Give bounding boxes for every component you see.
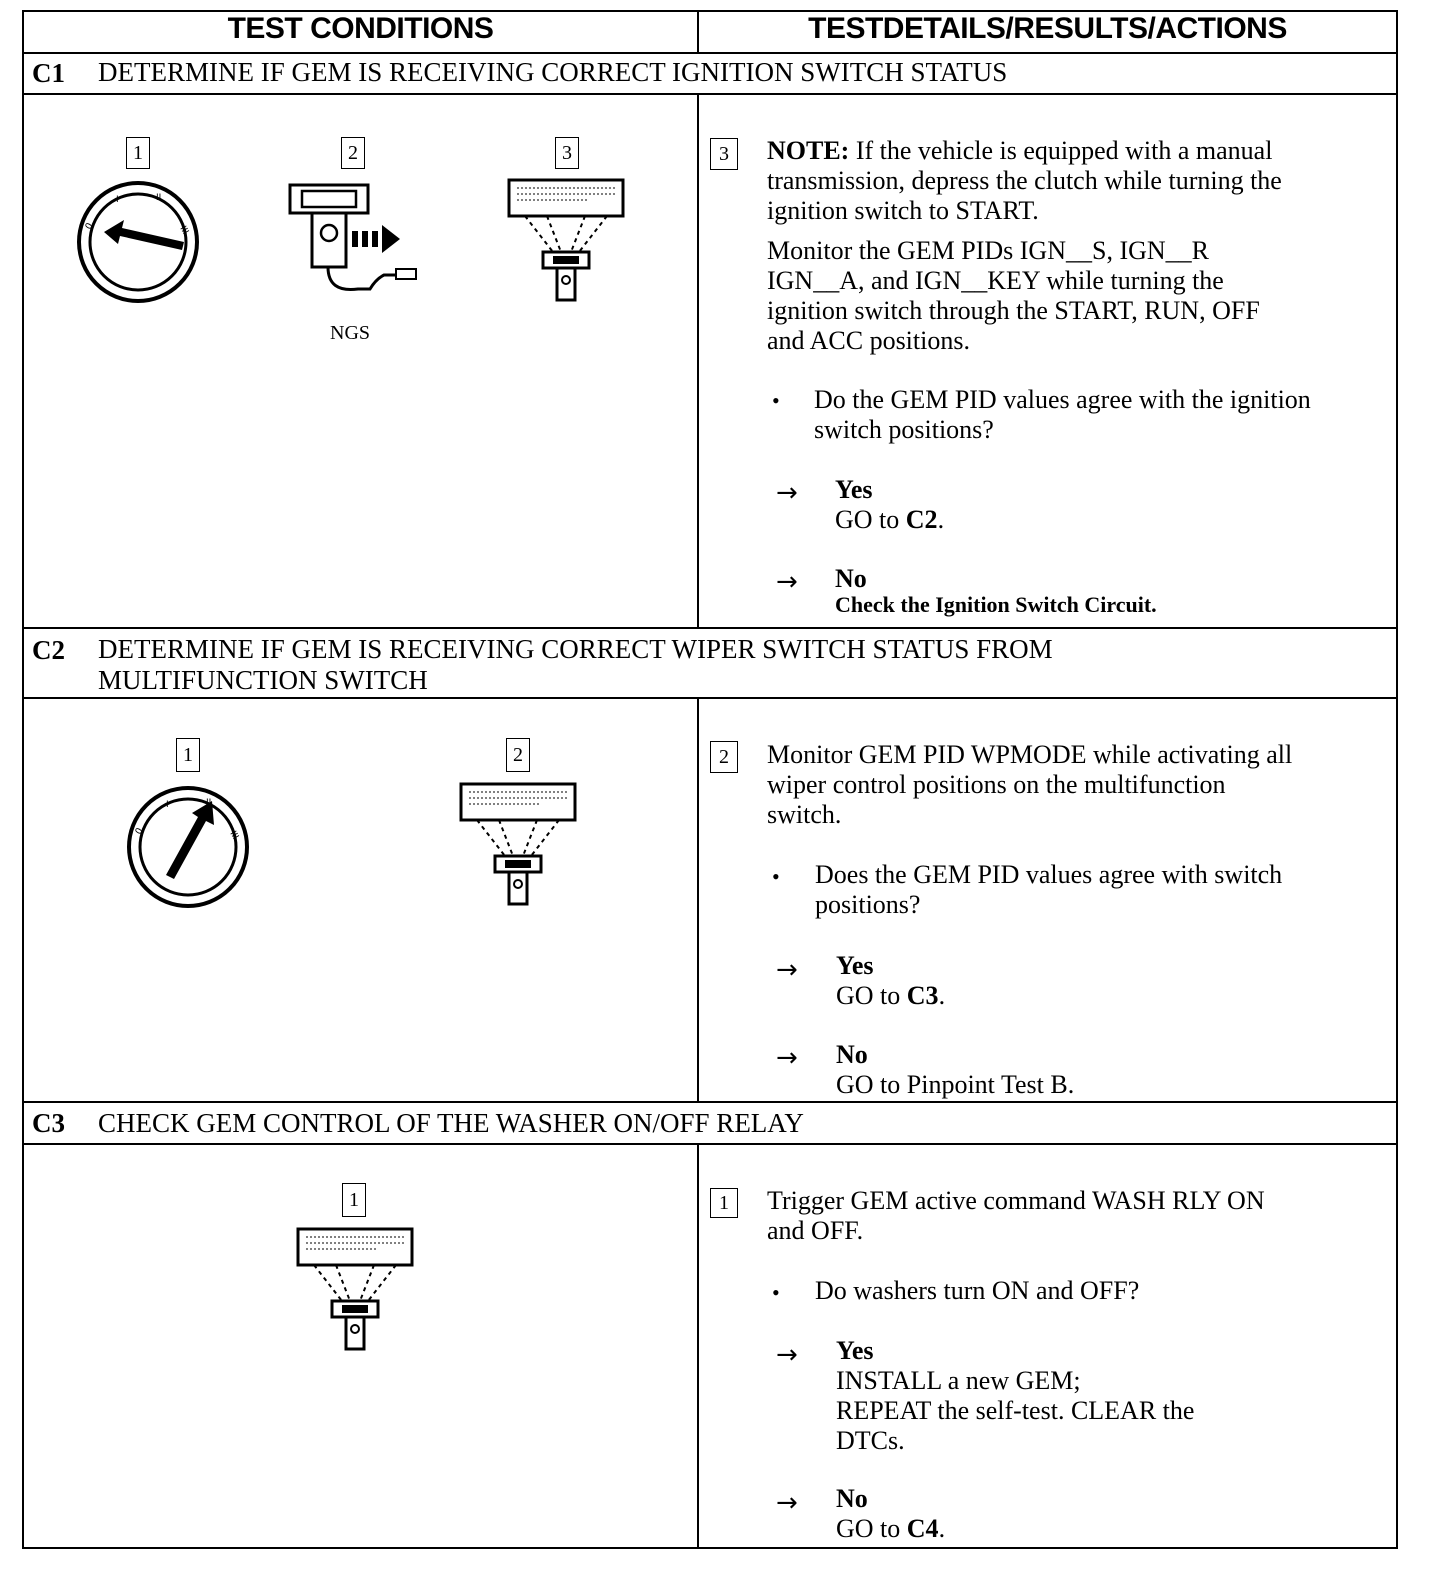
no-action: GO to Pinpoint Test B.: [836, 1070, 1075, 1099]
yes-line-3: DTCs.: [836, 1426, 905, 1455]
svg-text:I: I: [116, 195, 119, 205]
scan-tool-icon: [507, 178, 625, 302]
svg-text:II: II: [206, 798, 212, 808]
step-box-1: 1: [342, 1183, 366, 1217]
arrow-icon: →: [776, 1043, 798, 1073]
monitor-line-3: switch.: [767, 800, 842, 829]
ignition-switch-icon: [76, 180, 200, 304]
svg-text:I: I: [166, 800, 169, 810]
no-label: No: [835, 564, 867, 593]
yes-label: Yes: [836, 951, 874, 980]
svg-text:0: 0: [83, 221, 96, 232]
monitor-line-2: wiper control positions on the multifunction: [767, 770, 1226, 799]
section-id: C3: [32, 1108, 65, 1138]
yes-line-2: REPEAT the self-test. CLEAR the: [836, 1396, 1195, 1425]
arrow-icon: →: [776, 955, 798, 985]
scan-tool-icon: [296, 1227, 414, 1351]
section-title: DETERMINE IF GEM IS RECEIVING CORRECT IGNITION SWITCH STATUS: [98, 57, 1008, 87]
scan-tool-icon: [459, 782, 577, 906]
step-box-2: 2: [341, 137, 365, 169]
question: Do washers turn ON and OFF?: [815, 1276, 1140, 1305]
arrow-icon: →: [776, 1340, 798, 1370]
question-line-1: Does the GEM PID values agree with switch: [815, 860, 1283, 889]
no-action: Check the Ignition Switch Circuit.: [835, 592, 1157, 617]
section-title: CHECK GEM CONTROL OF THE WASHER ON/OFF RELAY: [98, 1108, 804, 1138]
step-box-1: 1: [176, 738, 200, 772]
detail-step-box: 3: [710, 138, 738, 170]
monitor-line-2: IGN__A, and IGN__KEY while turning the: [767, 266, 1224, 295]
note-line-1: NOTE: If the vehicle is equipped with a manual: [767, 136, 1273, 165]
section-id: C2: [32, 635, 65, 665]
no-action: GO to C4.: [836, 1514, 946, 1543]
bullet-icon: •: [772, 1280, 780, 1305]
monitor-line-1: Monitor GEM PID WPMODE while activating all: [767, 740, 1293, 769]
section-title-line-1: DETERMINE IF GEM IS RECEIVING CORRECT WIPER SWITCH STATUS FROM: [98, 634, 1053, 664]
ngs-label: NGS: [330, 322, 371, 344]
arrow-icon: →: [776, 478, 798, 508]
no-label: No: [836, 1040, 868, 1069]
no-label: No: [836, 1484, 868, 1513]
note-line-3: ignition switch to START.: [767, 196, 1039, 225]
section-title-line-2: MULTIFUNCTION SWITCH: [98, 665, 428, 695]
svg-text:III: III: [177, 224, 191, 237]
header-test-conditions: TEST CONDITIONS: [227, 12, 494, 45]
arrow-icon: →: [776, 1488, 798, 1518]
detail-step-box: 2: [710, 741, 738, 773]
bullet-icon: •: [772, 388, 780, 413]
yes-line-1: INSTALL a new GEM;: [836, 1366, 1081, 1395]
svg-text:II: II: [156, 193, 162, 203]
question-line-2: switch positions?: [814, 415, 994, 444]
trigger-line-1: Trigger GEM active command WASH RLY ON: [767, 1186, 1265, 1215]
question-line-1: Do the GEM PID values agree with the ignition: [814, 385, 1311, 414]
step-box-1: 1: [126, 137, 150, 169]
arrow-icon: →: [776, 567, 798, 597]
section-id: C1: [32, 58, 65, 88]
step-box-2: 2: [506, 738, 530, 772]
monitor-line-4: and ACC positions.: [767, 326, 970, 355]
detail-step-box: 1: [710, 1188, 738, 1218]
yes-label: Yes: [835, 475, 873, 504]
step-box-3: 3: [555, 137, 579, 169]
ngs-tester-icon: [288, 183, 420, 301]
svg-text:III: III: [227, 829, 241, 842]
yes-action: GO to C2.: [835, 505, 945, 534]
yes-label: Yes: [836, 1336, 874, 1365]
header-test-details: TESTDETAILS/RESULTS/ACTIONS: [808, 12, 1287, 45]
bullet-icon: •: [772, 864, 780, 889]
note-line-2: transmission, depress the clutch while turning the: [767, 166, 1282, 195]
monitor-line-3: ignition switch through the START, RUN, OFF: [767, 296, 1260, 325]
trigger-line-2: and OFF.: [767, 1216, 864, 1245]
question-line-2: positions?: [815, 890, 921, 919]
yes-action: GO to C3.: [836, 981, 946, 1010]
svg-text:0: 0: [133, 826, 146, 837]
monitor-line-1: Monitor the GEM PIDs IGN__S, IGN__R: [767, 236, 1209, 265]
ignition-switch-icon: [126, 785, 250, 909]
